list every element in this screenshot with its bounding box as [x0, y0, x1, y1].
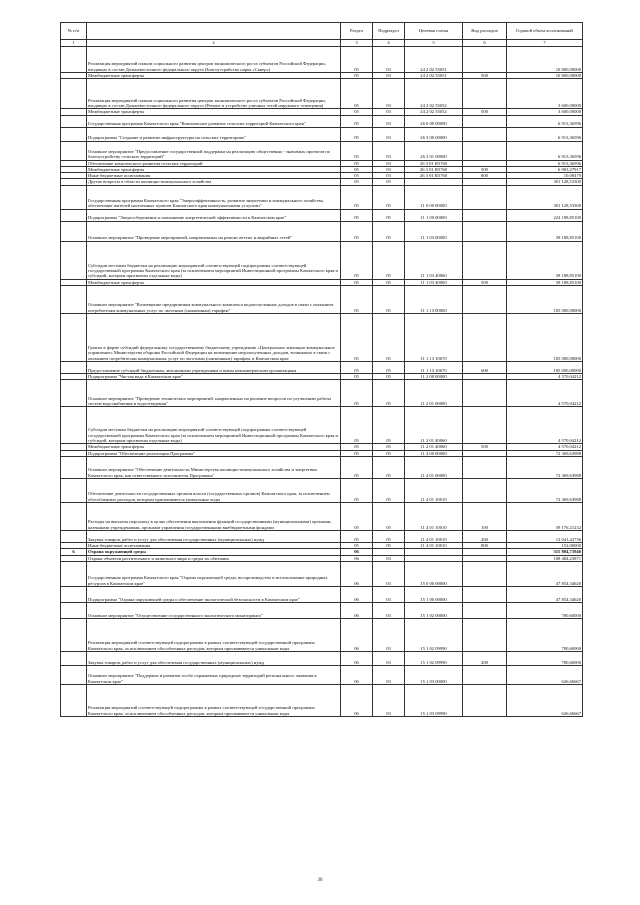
cell-name: Охрана объектов растительного и животного мира и среды их обитания	[87, 555, 341, 561]
cell-expense-type	[463, 478, 507, 502]
cell-expense-type	[463, 221, 507, 241]
cell-razdel: 05	[341, 374, 373, 380]
cell-amount: 185 000,00000	[507, 286, 583, 314]
cell-expense-type	[463, 79, 507, 109]
cell-num: 6	[61, 549, 87, 555]
cell-amount: 6 903,27917	[507, 166, 583, 172]
cell-razdel: 05	[341, 380, 373, 407]
cell-podrazdel: 03	[373, 115, 405, 127]
table-row	[61, 478, 583, 502]
cell-podrazdel: 05	[373, 502, 405, 530]
page-number: 30	[317, 878, 323, 883]
cell-podrazdel: 03	[373, 651, 405, 665]
cell-expense-type: 800	[463, 173, 507, 179]
cell-target-article: 26 3 01 R5760	[405, 166, 463, 172]
cell-razdel: 05	[341, 73, 373, 79]
cell-target-article: 11 1 13 00000	[405, 286, 463, 314]
cell-target-article: 15 1 03 09990	[405, 684, 463, 716]
cell-name: Межбюджетные трансферты	[87, 279, 341, 285]
cell-name: Предоставление субсидий бюджетным, автономным учреждениям и иным некоммерческим организациям	[87, 362, 341, 374]
cell-podrazdel: 03	[373, 684, 405, 716]
cell-num	[61, 47, 87, 73]
index-cell: 6	[463, 40, 507, 47]
cell-razdel: 05	[341, 542, 373, 548]
cell-podrazdel: 03	[373, 602, 405, 618]
cell-num	[61, 141, 87, 160]
cell-name: Государственная программа Камчатского края "Энергоэффективность, развитие энергетики и коммунального хозяйства, обеспечение жителей населенных пунктов Камчатского края коммунальными услугами"	[87, 185, 341, 209]
cell-amount: 4 570,04212	[507, 374, 583, 380]
cell-amount: 72 369,63988	[507, 456, 583, 478]
header-annual-amount: Годовой объем ассигнований	[507, 23, 583, 40]
cell-podrazdel: 05	[373, 450, 405, 456]
cell-expense-type	[463, 407, 507, 444]
cell-num	[61, 127, 87, 141]
cell-name: Государственная программа Камчатского края "Комплексное развитие сельских территорий Камчатского края"	[87, 115, 341, 127]
cell-name: Реализация мероприятий соответствующей подпрограммы в рамках соответствующей государственной программы Камчатского края, за исключением обособленных расходов, которым присваиваются уникальные коды	[87, 684, 341, 716]
cell-amount: 39 188,85100	[507, 241, 583, 279]
table-row	[61, 530, 583, 542]
cell-name: Основное мероприятие "Осуществление государственного экологического мониторинга"	[87, 602, 341, 618]
cell-amount: 10 800,00000	[507, 73, 583, 79]
cell-target-article: 11 4 01 00000	[405, 456, 463, 478]
cell-name: Обеспечение комплексного развития сельских территорий	[87, 160, 341, 166]
cell-name: Субсидии местным бюджетам на реализацию мероприятий соответствующей подпрограммы соответствующей государственной программы Камчатского края (за исключением мероприятий Инвестиционной программы Камчатского края и субсидий, которым присвоены отдельные коды)	[87, 241, 341, 279]
table-row	[61, 185, 583, 209]
cell-num	[61, 651, 87, 665]
cell-razdel: 06	[341, 561, 373, 586]
cell-amount: 4 570,04212	[507, 407, 583, 444]
cell-expense-type	[463, 602, 507, 618]
cell-num	[61, 362, 87, 374]
cell-expense-type: 500	[463, 109, 507, 115]
cell-amount: 185 000,00000	[507, 314, 583, 362]
table-row	[61, 241, 583, 279]
cell-amount: 301 128,53300	[507, 179, 583, 185]
index-cell: 2	[87, 40, 341, 47]
cell-num	[61, 602, 87, 618]
cell-razdel: 05	[341, 450, 373, 456]
table-row	[61, 586, 583, 602]
cell-target-article: 11 0 00 00000	[405, 185, 463, 209]
cell-target-article: 24 2 02 55051	[405, 47, 463, 73]
cell-expense-type	[463, 115, 507, 127]
index-cell: 1	[61, 40, 87, 47]
cell-expense-type: 500	[463, 444, 507, 450]
cell-name: Реализация мероприятий планов социального развития центров экономического роста субъектов Российской Федерации, входящих в состав Дальневосточного федерального округа (Ремонт и устройство уличных сетей наружного освещения)	[87, 79, 341, 109]
cell-name: Основное мероприятие "Поддержка и развитие особо охраняемых природных территорий регионального значения в Камчатском крае"	[87, 665, 341, 684]
cell-name: Обеспечение деятельности государственных органов власти (государственных органов) Камчатского края, за исключением обособленных расходов, которым присваиваются уникальные коды	[87, 478, 341, 502]
cell-amount: 6 913,36596	[507, 115, 583, 127]
cell-target-article: 11 4 01 10010	[405, 478, 463, 502]
cell-amount: 47 854,34620	[507, 561, 583, 586]
cell-expense-type	[463, 380, 507, 407]
cell-razdel: 05	[341, 286, 373, 314]
cell-podrazdel: 03	[373, 47, 405, 73]
cell-podrazdel: 05	[373, 241, 405, 279]
cell-podrazdel: 03	[373, 166, 405, 172]
cell-expense-type	[463, 141, 507, 160]
cell-expense-type	[463, 314, 507, 362]
cell-num	[61, 209, 87, 221]
cell-razdel: 05	[341, 444, 373, 450]
cell-name: Государственная программа Камчатского края "Охрана окружающей среды, воспроизводство и использование природных ресурсов в Камчатском крае"	[87, 561, 341, 586]
cell-target-article: 26 3 01 00000	[405, 141, 463, 160]
index-cell: 3	[341, 40, 373, 47]
cell-name: Основное мероприятие "Проведение технических мероприятий, направленных на решение вопросов по улучшению работы систем водоснабжения и водоотведения"	[87, 380, 341, 407]
cell-target-article: 26 3 01 R5760	[405, 160, 463, 166]
table-row	[61, 314, 583, 362]
cell-target-article: 15 1 00 00000	[405, 586, 463, 602]
cell-razdel: 05	[341, 407, 373, 444]
cell-expense-type: 800	[463, 542, 507, 548]
cell-expense-type	[463, 47, 507, 73]
table-row	[61, 141, 583, 160]
cell-podrazdel: 05	[373, 374, 405, 380]
cell-target-article: 15 1 02 00000	[405, 602, 463, 618]
cell-target-article: 11 4 01 10010	[405, 502, 463, 530]
cell-expense-type: 200	[463, 530, 507, 542]
cell-amount: 780,60000	[507, 618, 583, 651]
cell-razdel: 06	[341, 555, 373, 561]
cell-name: Подпрограмма "Энергосбережение и повышение энергетической эффективности в Камчатском крае"	[87, 209, 341, 221]
table-body	[61, 47, 583, 717]
cell-num	[61, 478, 87, 502]
cell-name: Иные бюджетные ассигнования	[87, 542, 341, 548]
cell-name: Охрана окружающей среды	[87, 549, 341, 555]
budget-table-page	[60, 22, 582, 717]
cell-amount: 152,00000	[507, 542, 583, 548]
cell-podrazdel: 05	[373, 542, 405, 548]
cell-amount: 4 570,04212	[507, 380, 583, 407]
table-row	[61, 618, 583, 651]
cell-podrazdel: 03	[373, 160, 405, 166]
header-target-article: Целевая статья	[405, 23, 463, 40]
cell-num	[61, 241, 87, 279]
cell-target-article: 24 2 02 55052	[405, 79, 463, 109]
cell-razdel: 05	[341, 141, 373, 160]
cell-target-article: 11 4 01 10010	[405, 530, 463, 542]
cell-expense-type	[463, 456, 507, 478]
cell-target-article: 15 1 02 09990	[405, 651, 463, 665]
cell-name: Подпрограмма "Чистая вода в Камчатском крае"	[87, 374, 341, 380]
cell-expense-type	[463, 209, 507, 221]
table-row	[61, 209, 583, 221]
cell-name: Закупка товаров, работ и услуг для обеспечения государственных (муниципальных) нужд	[87, 651, 341, 665]
cell-target-article: 15 1 02 09990	[405, 618, 463, 651]
cell-num	[61, 407, 87, 444]
cell-name: Расходы на выплаты персоналу в целях обеспечения выполнения функций государственными (муниципальными) органами, казенными учреждениями, органами управления государственными внебюджетными фондами	[87, 502, 341, 530]
cell-target-article: 11 1 13 10670	[405, 362, 463, 374]
cell-amount: 10 800,00000	[507, 47, 583, 73]
cell-razdel: 05	[341, 47, 373, 73]
cell-expense-type: 500	[463, 73, 507, 79]
cell-name: Подпрограмма "Охрана окружающей среды и обеспечение экологической безопасности в Камчатском крае"	[87, 586, 341, 602]
cell-podrazdel: 05	[373, 444, 405, 450]
cell-amount: 10,08479	[507, 173, 583, 179]
cell-podrazdel: 03	[373, 141, 405, 160]
cell-podrazdel: 05	[373, 530, 405, 542]
cell-razdel: 05	[341, 456, 373, 478]
cell-target-article: 11 4 00 00000	[405, 450, 463, 456]
cell-amount: 780,60000	[507, 651, 583, 665]
cell-num	[61, 314, 87, 362]
table-row	[61, 407, 583, 444]
cell-razdel: 05	[341, 502, 373, 530]
cell-amount: 72 369,63988	[507, 450, 583, 456]
cell-amount: 315 804,73946	[507, 549, 583, 555]
cell-amount: 108 484,23871	[507, 555, 583, 561]
cell-razdel: 05	[341, 109, 373, 115]
budget-table	[60, 22, 583, 717]
cell-razdel: 05	[341, 79, 373, 109]
cell-name: Гранты в форме субсидий федеральному государственному бюджетному учреждению «Центральное жилищно-коммунальное управление» Министерства обороны Российской Федерации на возмещение недополученных доходов, возникших в связи с оказанием потребителям коммунальных услуг по льготным (сниженным) тарифам, в Камчатском крае	[87, 314, 341, 362]
cell-target-article: 24 2 02 55052	[405, 109, 463, 115]
cell-razdel: 06	[341, 586, 373, 602]
cell-name: Межбюджетные трансферты	[87, 73, 341, 79]
cell-amount: 72 369,63988	[507, 478, 583, 502]
header-num: № п/п	[61, 23, 87, 40]
cell-podrazdel: 05	[373, 456, 405, 478]
cell-razdel: 05	[341, 314, 373, 362]
cell-expense-type: 200	[463, 651, 507, 665]
cell-razdel: 06	[341, 684, 373, 716]
cell-target-article: 11 1 13 10670	[405, 314, 463, 362]
table-row	[61, 362, 583, 374]
cell-razdel: 05	[341, 209, 373, 221]
table-row	[61, 651, 583, 665]
cell-podrazdel: 03	[373, 665, 405, 684]
table-row	[61, 221, 583, 241]
cell-podrazdel: 03	[373, 561, 405, 586]
cell-amount: 59 176,21232	[507, 502, 583, 530]
cell-amount: 626,66667	[507, 665, 583, 684]
cell-amount: 185 000,00000	[507, 362, 583, 374]
cell-num	[61, 286, 87, 314]
cell-name: Подпрограмма "Обеспечение реализации Программы"	[87, 450, 341, 456]
cell-podrazdel: 05	[373, 209, 405, 221]
cell-podrazdel: 03	[373, 173, 405, 179]
cell-razdel: 05	[341, 166, 373, 172]
cell-name: Подпрограмма "Создание и развитие инфраструктуры на сельских территориях"	[87, 127, 341, 141]
cell-target-article: 11 2 01 40060	[405, 407, 463, 444]
cell-podrazdel: 05	[373, 362, 405, 374]
cell-target-article: 26 3 00 00000	[405, 127, 463, 141]
cell-podrazdel: 05	[373, 286, 405, 314]
cell-target-article: 11 1 03 40060	[405, 279, 463, 285]
table-row	[61, 127, 583, 141]
cell-num	[61, 586, 87, 602]
cell-name: Межбюджетные трансферты	[87, 109, 341, 115]
cell-razdel: 05	[341, 478, 373, 502]
cell-name: Иные бюджетные ассигнования	[87, 173, 341, 179]
cell-razdel: 05	[341, 221, 373, 241]
cell-name: Межбюджетные трансферты	[87, 166, 341, 172]
cell-podrazdel: 05	[373, 185, 405, 209]
cell-expense-type	[463, 127, 507, 141]
cell-podrazdel: 05	[373, 314, 405, 362]
cell-num	[61, 530, 87, 542]
cell-expense-type	[463, 684, 507, 716]
cell-razdel: 05	[341, 173, 373, 179]
cell-podrazdel: 03	[373, 109, 405, 115]
header-row	[61, 23, 583, 40]
cell-razdel: 06	[341, 602, 373, 618]
cell-target-article: 11 1 00 00000	[405, 209, 463, 221]
cell-target-article: 11 2 01 40060	[405, 444, 463, 450]
cell-name: Основное мероприятие "Обеспечение деятельности Министерства жилищно-коммунального хозяйства и энергетики Камчатского края, как ответственного исполнителя Программы"	[87, 456, 341, 478]
cell-target-article: 26 3 01 R5760	[405, 173, 463, 179]
cell-podrazdel: 03	[373, 618, 405, 651]
cell-podrazdel: 03	[373, 79, 405, 109]
table-row	[61, 380, 583, 407]
table-row	[61, 684, 583, 716]
cell-expense-type	[463, 586, 507, 602]
cell-amount: 4 570,04212	[507, 444, 583, 450]
cell-podrazdel: 03	[373, 555, 405, 561]
cell-expense-type: 500	[463, 166, 507, 172]
cell-amount: 47 854,34620	[507, 586, 583, 602]
cell-expense-type	[463, 241, 507, 279]
cell-target-article: 15 0 00 00000	[405, 561, 463, 586]
cell-name: Основное мероприятие "Проведение мероприятий, направленных на ремонт ветхих и аварийных сетей"	[87, 221, 341, 241]
cell-num	[61, 115, 87, 127]
cell-razdel: 06	[341, 618, 373, 651]
cell-expense-type	[463, 286, 507, 314]
cell-name: Субсидии местным бюджетам на реализацию мероприятий соответствующей подпрограммы соответствующей государственной программы Камчатского края (за исключением мероприятий Инвестиционной программы Камчатского края и субсидий, которым присвоены отдельные коды)	[87, 407, 341, 444]
cell-razdel: 05	[341, 160, 373, 166]
table-row	[61, 79, 583, 109]
cell-podrazdel: 05	[373, 279, 405, 285]
table-row	[61, 502, 583, 530]
cell-num	[61, 380, 87, 407]
table-row	[61, 115, 583, 127]
cell-num	[61, 221, 87, 241]
cell-amount: 6 913,36596	[507, 141, 583, 160]
cell-expense-type	[463, 665, 507, 684]
header-razdel: Раздел	[341, 23, 373, 40]
table-row	[61, 602, 583, 618]
cell-razdel: 06	[341, 549, 373, 555]
cell-target-article: 11 1 03 00000	[405, 221, 463, 241]
cell-razdel: 05	[341, 241, 373, 279]
index-cell: 5	[405, 40, 463, 47]
cell-amount: 3 600,00000	[507, 79, 583, 109]
cell-expense-type: 500	[463, 279, 507, 285]
cell-razdel: 05	[341, 115, 373, 127]
header-expense-type: Вид расходов	[463, 23, 507, 40]
cell-target-article: 15 1 03 00000	[405, 665, 463, 684]
cell-amount: 224 188,85100	[507, 209, 583, 221]
cell-razdel: 05	[341, 362, 373, 374]
table-row	[61, 665, 583, 684]
index-cell: 4	[373, 40, 405, 47]
cell-num	[61, 502, 87, 530]
cell-podrazdel: 05	[373, 179, 405, 185]
cell-num	[61, 684, 87, 716]
cell-name: Основное мероприятие "Возмещение предприятиям коммунального комплекса недополученных доходов в связи с оказанием потребителям коммунальных услуг по льготным (сниженным) тарифам"	[87, 286, 341, 314]
table-row	[61, 286, 583, 314]
header-name	[87, 23, 341, 40]
cell-podrazdel: 05	[373, 478, 405, 502]
cell-num	[61, 79, 87, 109]
cell-target-article: 11 2 01 00000	[405, 380, 463, 407]
table-row	[61, 456, 583, 478]
cell-amount: 6 913,36596	[507, 160, 583, 166]
cell-razdel: 06	[341, 651, 373, 665]
cell-amount: 626,66667	[507, 684, 583, 716]
cell-razdel: 06	[341, 665, 373, 684]
cell-expense-type	[463, 185, 507, 209]
cell-target-article: 11 1 03 40060	[405, 241, 463, 279]
cell-podrazdel: 03	[373, 73, 405, 79]
cell-name: Реализация мероприятий планов социального развития центров экономического роста субъектов Российской Федерации, входящих в состав Дальневосточного федерального округа (Благоустройство парка «Сквер»)	[87, 47, 341, 73]
header-podrazdel: Подраздел	[373, 23, 405, 40]
cell-name: Закупка товаров, работ и услуг для обеспечения государственных (муниципальных) нужд	[87, 530, 341, 542]
cell-razdel: 05	[341, 530, 373, 542]
cell-name: Другие вопросы в области жилищно-коммунального хозяйства	[87, 179, 341, 185]
column-index-row	[61, 40, 583, 47]
cell-amount: 301 128,53300	[507, 185, 583, 209]
table-row	[61, 561, 583, 586]
cell-expense-type	[463, 618, 507, 651]
cell-razdel: 05	[341, 185, 373, 209]
cell-amount: 39 188,85100	[507, 221, 583, 241]
cell-amount: 3 600,00000	[507, 109, 583, 115]
cell-num	[61, 665, 87, 684]
cell-name: Основное мероприятие "Предоставление государственной поддержки на реализацию общественно - значимых проектов по благоустройству сельских территорий"	[87, 141, 341, 160]
cell-num	[61, 185, 87, 209]
cell-podrazdel: 05	[373, 221, 405, 241]
cell-razdel: 05	[341, 179, 373, 185]
cell-podrazdel: 03	[373, 127, 405, 141]
index-cell: 7	[507, 40, 583, 47]
cell-amount: 13 041,42736	[507, 530, 583, 542]
cell-podrazdel: 03	[373, 586, 405, 602]
cell-name: Межбюджетные трансферты	[87, 444, 341, 450]
cell-expense-type: 600	[463, 362, 507, 374]
cell-name: Реализация мероприятий соответствующей подпрограммы в рамках соответствующей государственной программы Камчатского края, за исключением обособленных расходов, которым присваиваются уникальные коды	[87, 618, 341, 651]
cell-podrazdel: 05	[373, 407, 405, 444]
cell-expense-type: 100	[463, 502, 507, 530]
cell-expense-type	[463, 561, 507, 586]
cell-amount: 780,60000	[507, 602, 583, 618]
cell-num	[61, 456, 87, 478]
cell-num	[61, 618, 87, 651]
cell-target-article: 11 2 00 00000	[405, 374, 463, 380]
cell-target-article: 11 4 01 10010	[405, 542, 463, 548]
cell-amount: 6 913,36596	[507, 127, 583, 141]
cell-num	[61, 561, 87, 586]
cell-razdel: 05	[341, 279, 373, 285]
cell-podrazdel: 05	[373, 380, 405, 407]
cell-target-article: 26 0 00 00000	[405, 115, 463, 127]
table-row	[61, 47, 583, 73]
cell-amount: 39 188,85100	[507, 279, 583, 285]
cell-target-article: 24 2 02 55051	[405, 73, 463, 79]
cell-razdel: 05	[341, 127, 373, 141]
